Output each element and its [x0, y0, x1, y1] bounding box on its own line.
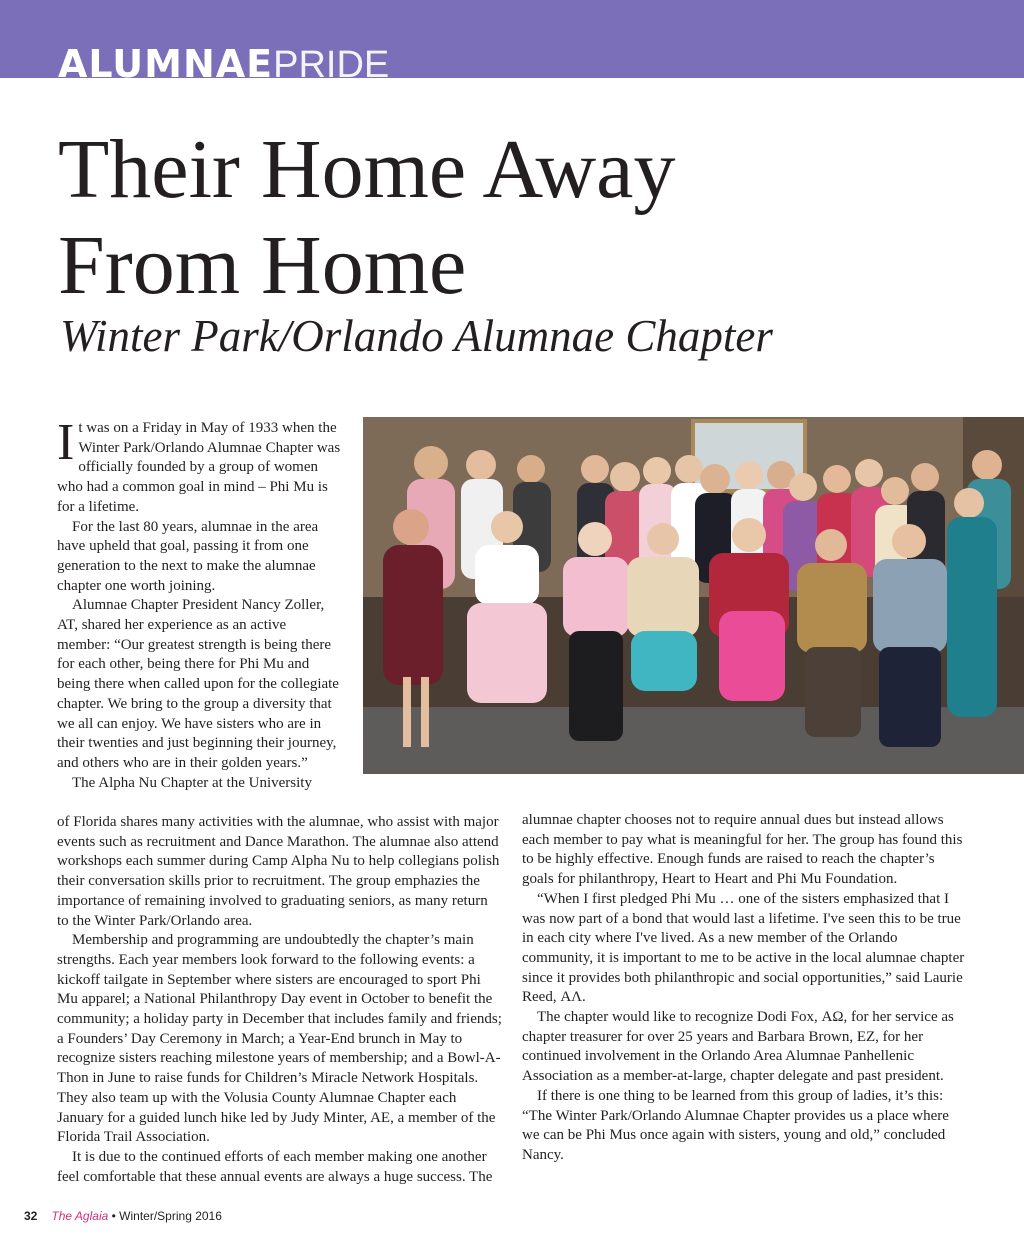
- paragraph-1-text: t was on a Friday in May of 1933 when the Winter Park/Orlando Alumnae Chapter was officially founded by a group of women who had a common goal in mind – Phi Mu is for a lifetime.: [57, 420, 341, 515]
- paragraph-4-start: The Alpha Nu Chapter at the University: [72, 774, 312, 791]
- drop-cap: I: [57, 414, 75, 471]
- paragraph-5: Membership and programming are undoubtedly the chapter’s main strengths. Each year members look forward to the following events: a kickoff tailgate in September where sisters are encouraged to sport Phi Mu apparel; a National Philanthropy Day event in October to benefit the community; a holiday party in December that includes family and friends; a Founders’ Day Ceremony in March; a Year-End brunch in May to recognize sisters reaching milestone years of membership; and a Bowl-A-Thon in June to raise funds for Children’s Miracle Network Hospitals. They also team up with the Volusia County Alumnae Chapter each January for a guided lunch hike led by Judy Minter, AE, a member of the Florida Trail Association.: [57, 932, 502, 1146]
- title-line-1: Their Home Away: [58, 123, 676, 216]
- section-header: [58, 44, 389, 84]
- paragraph-7: alumnae chapter chooses not to require annual dues but instead allows each member to pay what is meaningful for her. The group has found this to be highly effective. Enough funds are raised to reach the chapter’s goals for philanthropy, Heart to Heart and Phi Mu Foundation.: [522, 812, 963, 888]
- article-subtitle: Winter Park/Orlando Alumnae Chapter: [60, 311, 773, 361]
- paragraph-10: If there is one thing to be learned from this group of ladies, it’s this: “The Winter Park/Orlando Alumnae Chapter provides us a place where we can be Phi Mus once again with sisters, young and old,” concluded Nancy.: [522, 1087, 949, 1163]
- title-line-2: From Home: [58, 219, 467, 312]
- publication-name: The Aglaia: [51, 1209, 109, 1223]
- paragraph-8: “When I first pledged Phi Mu … one of the sisters emphasized that I was now part of a bond that would last a lifetime. I've seen this to be true in each city where I've lived. As a new member of the Orlando community, it is important to me to be active in the local alumnae chapter since it provides both philanthropic and social opportunities,” said Laurie Reed, ΑΛ.: [522, 890, 965, 1006]
- paragraph-4-continued: of Florida shares many activities with the alumnae, who assist with major events such as recruitment and Dance Marathon. The alumnae also attend workshops each summer during Camp Alpha Nu to help collegians polish their conversation skills prior to recruitment. The group emphazies the importance of remaining involved to graduating seniors, as many return to the Winter Park/Orlando area.: [57, 814, 500, 929]
- paragraph-3: Alumnae Chapter President Nancy Zoller, AT, shared her experience as an active member: “Our greatest strength is being there for each other, being there for Phi Mu and being there when called upon for the collegiate chapter. We bring to the group a diversity that we all can enjoy. We have sisters who are in their twenties and just beginning their journey, and others who are in their golden years.”: [57, 597, 339, 771]
- paragraph-6: It is due to the continued efforts of each member making one another feel comfortable that these annual events are always a huge success. The: [57, 1148, 493, 1185]
- section-header-light: PRIDE: [273, 44, 390, 84]
- issue-date: Winter/Spring 2016: [119, 1209, 222, 1223]
- paragraph-9: The chapter would like to recognize Dodi Fox, ΑΩ, for her service as chapter treasurer for over 25 years and Barbara Brown, EZ, for her continued involvement in the Orlando Area Alumnae Panhellenic Association as a member-at-large, chapter delegate and past president.: [522, 1009, 954, 1085]
- page-number: 32: [24, 1209, 38, 1223]
- footer-separator: •: [108, 1209, 120, 1223]
- body-column-left-bottom: [57, 813, 503, 1187]
- paragraph-1: [57, 414, 342, 518]
- group-photo-illustration: [363, 417, 1024, 774]
- body-column-left-top: [57, 414, 342, 793]
- paragraph-2: For the last 80 years, alumnae in the area have upheld that goal, passing it from one generation to the next to make the alumnae chapter one worth joining.: [57, 518, 319, 594]
- body-column-right: [522, 811, 968, 1166]
- section-header-strong: ALUMNAE: [58, 44, 274, 84]
- page-footer: [24, 1209, 222, 1223]
- article-title: [58, 122, 675, 314]
- group-photo: [363, 417, 1024, 774]
